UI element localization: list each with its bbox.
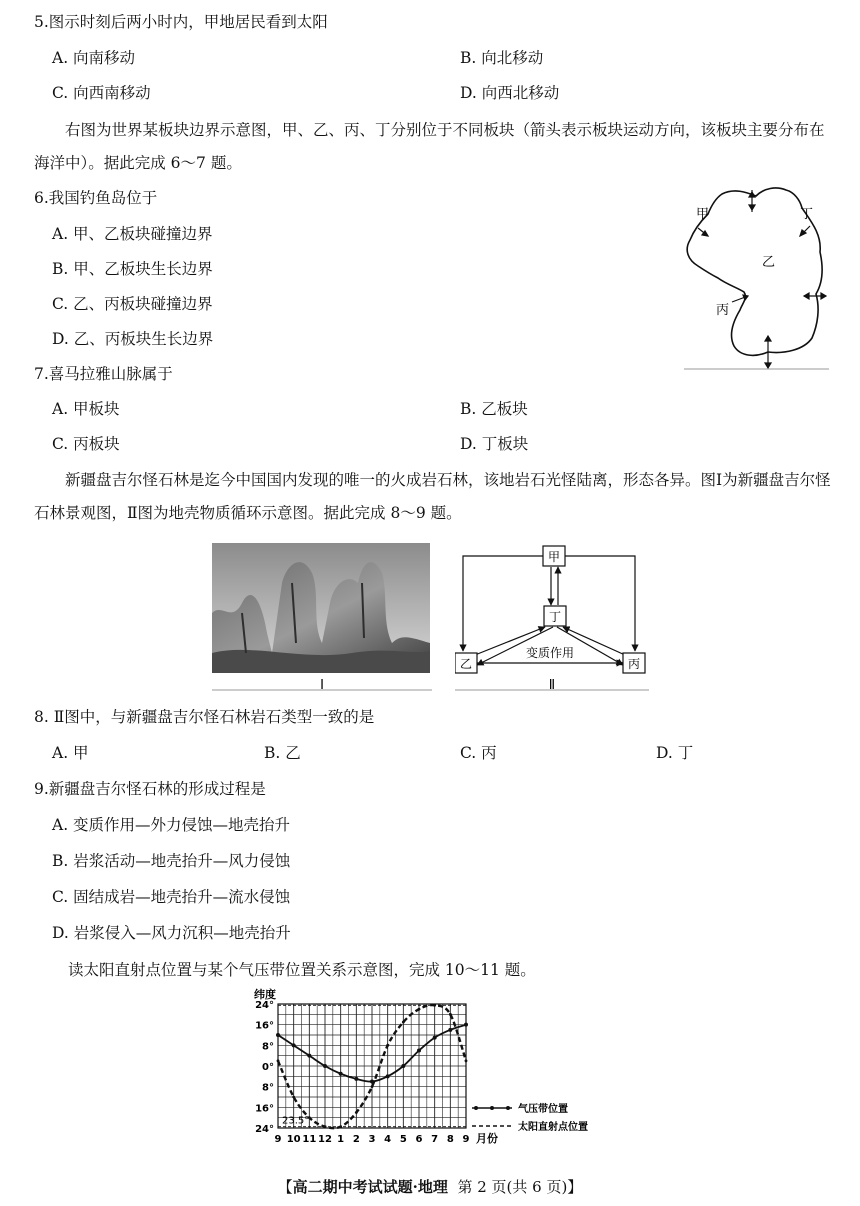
x-tick-label: 8 — [446, 1134, 454, 1145]
intro-6-7: 右图为世界某板块边界示意图，甲、乙、丙、丁分别位于不同板块（箭头表示板块运动方向，该板块主要分布在海洋中）。据此完成 6～7 题。 — [34, 121, 825, 172]
pressure-belt-marker — [292, 1043, 296, 1047]
chart-ylabel: 纬度 — [254, 988, 276, 1001]
pressure-belt-marker — [276, 1033, 280, 1037]
q5-option-b: B. 向北移动 — [460, 49, 544, 67]
chart-y-ticks — [255, 1000, 274, 1135]
q9-option-b: B. 岩浆活动—地壳抬升—风力侵蚀 — [52, 852, 291, 870]
cycle-label-ding: 丁 — [548, 610, 562, 624]
pressure-belt-chart — [248, 986, 610, 1158]
intro-10-11: 读太阳直射点位置与某个气压带位置关系示意图，完成 10～11 题。 — [68, 961, 536, 979]
q8-option-a: A. 甲 — [52, 744, 89, 762]
y-tick-label: 0° — [262, 1062, 274, 1073]
pressure-belt-marker — [339, 1072, 343, 1076]
footer-dot: · — [412, 1178, 418, 1196]
rock-forest-photo — [212, 543, 432, 691]
q7-option-b: B. 乙板块 — [460, 400, 528, 418]
sun-point-marker — [355, 1111, 358, 1114]
y-tick-label: 24° — [255, 1124, 274, 1135]
q7-option-c: C. 丙板块 — [52, 435, 120, 453]
footer-bracket-right: 】 — [567, 1178, 583, 1196]
chart-grid — [278, 1004, 466, 1128]
q7-stem: 7.喜马拉雅山脉属于 — [34, 365, 173, 383]
q6-option-a: A. 甲、乙板块碰撞边界 — [52, 225, 213, 243]
chart-legend — [472, 1102, 588, 1133]
y-tick-label: 16° — [255, 1020, 274, 1032]
q7-option-d: D. 丁板块 — [460, 435, 529, 453]
x-tick-label: 4 — [384, 1134, 392, 1145]
q5-option-c: C. 向西南移动 — [52, 84, 151, 102]
footer-subject: 地理 — [417, 1178, 448, 1196]
cycle-label-bing: 丙 — [627, 657, 641, 671]
figure-two-caption: Ⅱ — [548, 678, 556, 691]
x-tick-label: 10 — [286, 1134, 301, 1145]
chart-xlabel: 月份 — [476, 1132, 498, 1145]
cycle-edge-label: 变质作用 — [525, 646, 575, 660]
q5-option-d: D. 向西北移动 — [460, 84, 560, 102]
legend-marker — [490, 1106, 494, 1110]
sun-point-marker — [277, 1059, 280, 1062]
pressure-belt-marker — [401, 1064, 405, 1068]
x-tick-label: 6 — [415, 1134, 423, 1145]
sun-point-marker — [339, 1125, 342, 1128]
x-tick-label: 3 — [368, 1134, 376, 1145]
x-tick-label: 2 — [352, 1134, 360, 1145]
q6-option-b: B. 甲、乙板块生长边界 — [52, 260, 213, 278]
q7-option-a: A. 甲板块 — [52, 400, 120, 418]
page-footer — [0, 1176, 860, 1197]
rock-cycle-diagram — [455, 543, 649, 691]
pressure-belt-marker — [354, 1077, 358, 1081]
plate-boundary-map — [684, 186, 829, 371]
cycle-label-jia: 甲 — [547, 550, 561, 564]
sun-point-marker — [324, 1125, 327, 1128]
q8-option-d: D. 丁 — [656, 744, 694, 762]
sun-point-marker — [449, 1013, 452, 1016]
footer-page: 第 2 页(共 6 页) — [457, 1178, 568, 1196]
pressure-belt-marker — [386, 1074, 390, 1078]
q6-stem: 6.我国钓鱼岛位于 — [34, 189, 158, 207]
sun-point-marker — [386, 1044, 389, 1047]
legend-label: 太阳直射点位置 — [518, 1122, 588, 1133]
pressure-belt-marker — [307, 1054, 311, 1058]
sun-point-marker — [433, 1004, 436, 1007]
x-tick-label: 11 — [302, 1134, 317, 1145]
q8-stem: 8. Ⅱ图中，与新疆盘吉尔怪石林岩石类型一致的是 — [34, 708, 375, 726]
sun-point-marker — [418, 1008, 421, 1011]
legend-marker — [506, 1106, 510, 1110]
chart-x-ticks — [275, 1134, 470, 1145]
sun-point-marker — [465, 1059, 468, 1062]
q9-stem: 9.新疆盘吉尔怪石林的形成过程是 — [34, 780, 266, 798]
sun-point-marker — [371, 1085, 374, 1088]
plate-label-jia: 甲 — [696, 207, 710, 222]
y-tick-label: 24° — [255, 1000, 274, 1011]
q6-option-c: C. 乙、丙板块碰撞边界 — [52, 295, 213, 313]
y-tick-label: 8° — [262, 1082, 274, 1094]
q6-option-d: D. 乙、丙板块生长边界 — [52, 330, 214, 348]
pressure-belt-marker — [464, 1023, 468, 1027]
figure-one-caption: Ⅰ — [320, 678, 324, 691]
y-tick-label: 8° — [262, 1041, 274, 1053]
pressure-belt-marker — [433, 1036, 437, 1040]
plate-label-bing: 丙 — [716, 303, 730, 318]
q8-option-c: C. 丙 — [460, 744, 497, 762]
chart-annotation: 23.5° — [282, 1115, 310, 1127]
footer-exam-title: 高二期中考试试题 — [292, 1178, 413, 1196]
plate-label-ding: 丁 — [800, 207, 814, 222]
x-tick-label: 5 — [399, 1134, 407, 1145]
q8-option-b: B. 乙 — [264, 744, 301, 762]
legend-marker — [474, 1106, 478, 1110]
cycle-label-yi: 乙 — [459, 657, 473, 671]
y-tick-label: 16° — [255, 1103, 274, 1115]
intro-8-9: 新疆盘吉尔怪石林是迄今中国国内发现的唯一的火成岩石林，该地岩石光怪陆离，形态各异。图Ⅰ为新疆盘吉尔怪石林景观图，Ⅱ图为地壳物质循环示意图。据此完成 8～9 题。 — [34, 471, 831, 522]
q5-option-a: A. 向南移动 — [52, 49, 136, 67]
footer-bracket-left: 【 — [277, 1178, 293, 1196]
sun-point-marker — [402, 1021, 405, 1024]
q9-option-a: A. 变质作用—外力侵蚀—地壳抬升 — [52, 816, 291, 834]
pressure-belt-marker — [417, 1049, 421, 1053]
x-tick-label: 12 — [318, 1134, 332, 1145]
pressure-belt-marker — [323, 1064, 327, 1068]
q9-option-c: C. 固结成岩—地壳抬升—流水侵蚀 — [52, 888, 291, 906]
plate-label-yi: 乙 — [762, 255, 776, 270]
q9-option-d: D. 岩浆侵入—风力沉积—地壳抬升 — [52, 924, 291, 942]
x-tick-label: 9 — [462, 1134, 470, 1145]
pressure-belt-marker — [448, 1028, 452, 1032]
x-tick-label: 1 — [337, 1134, 345, 1145]
sun-point-marker — [292, 1096, 295, 1099]
x-tick-label: 9 — [274, 1134, 282, 1145]
legend-label: 气压带位置 — [518, 1104, 568, 1115]
x-tick-label: 7 — [431, 1134, 439, 1145]
q5-stem: 5.图示时刻后两小时内，甲地居民看到太阳 — [34, 13, 328, 31]
